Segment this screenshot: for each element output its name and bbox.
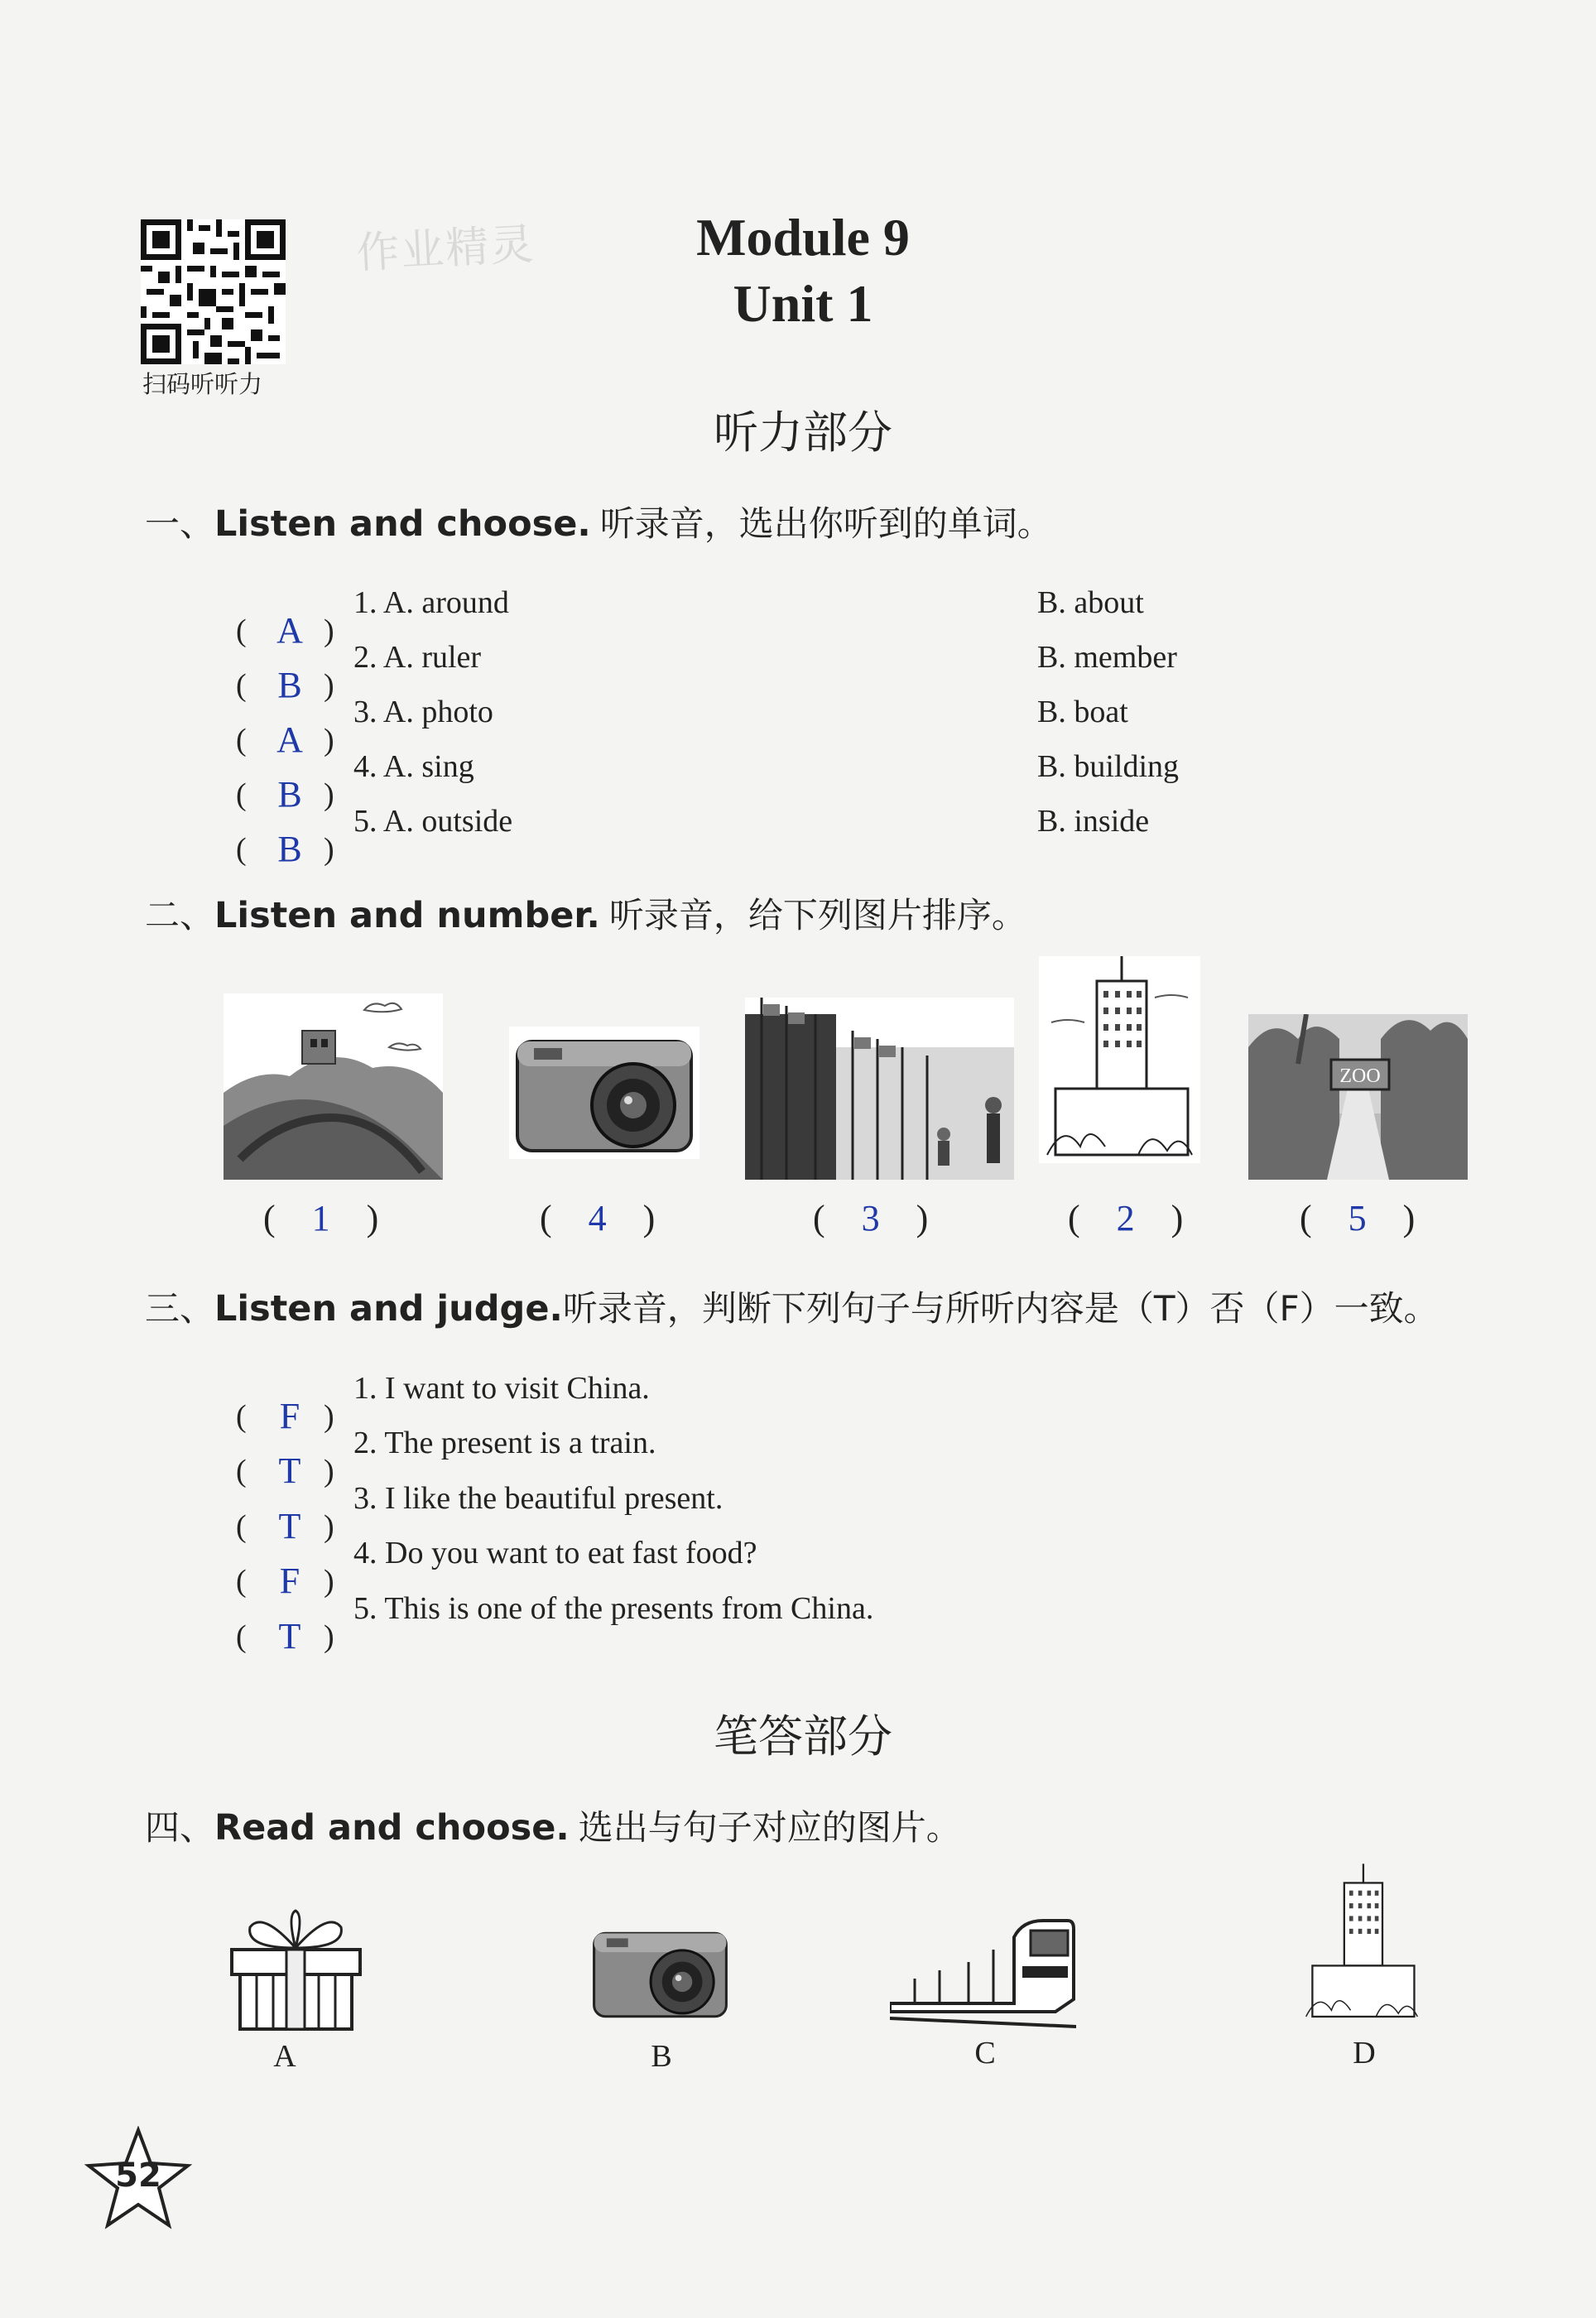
answer-text: T	[278, 1506, 301, 1546]
section4-heading	[145, 1801, 961, 1850]
tall-building-picture	[1039, 956, 1200, 1163]
building-with-flags-picture	[745, 998, 1014, 1180]
section3-chinese: 听录音，判断下列句子与所听内容是（T）否（F）一致。	[562, 1288, 1439, 1329]
camera-picture	[588, 1921, 733, 2024]
option-b: B. inside	[1037, 804, 1150, 839]
choice-row: ( A ) 1. A. around B. about	[236, 585, 1144, 651]
choice-row: ( B ) 4. A. sing B. building	[236, 749, 1180, 815]
option-a: 2. A. ruler	[353, 640, 482, 675]
judge-row: ( T ) 3. I like the beautiful present.	[236, 1481, 723, 1546]
qr-caption: 扫码听听力	[142, 370, 263, 398]
page-title-unit: Unit 1	[733, 274, 873, 333]
option-b: B. about	[1037, 585, 1144, 620]
qr-code-icon[interactable]	[141, 219, 286, 364]
answer-text: 3	[861, 1198, 880, 1238]
section1-chinese: 听录音，选出你听到的单词。	[599, 503, 1052, 544]
option-letter: D	[1353, 2036, 1376, 2070]
option-b: B. member	[1037, 640, 1177, 675]
judge-row: ( T ) 2. The present is a train.	[236, 1426, 656, 1491]
statement: 3. I like the beautiful present.	[353, 1481, 723, 1516]
section2-heading	[145, 888, 1026, 938]
listening-part-heading: 听力部分	[714, 406, 892, 459]
choice-row: ( B ) 2. A. ruler B. member	[236, 640, 1177, 705]
answer-text: B	[277, 665, 302, 705]
number-blank[interactable]: ( 3 )	[813, 1198, 929, 1238]
number-blank[interactable]: ( 4 )	[540, 1198, 656, 1238]
number-blank[interactable]: ( 1 )	[263, 1198, 379, 1238]
section3-english: Listen and judge.	[214, 1288, 563, 1330]
statement: 4. Do you want to eat fast food?	[353, 1536, 757, 1570]
answer-text: 2	[1116, 1198, 1135, 1238]
section2-number: 二、	[145, 895, 215, 935]
page-number: 52	[115, 2157, 161, 2195]
section2-chinese: 听录音，给下列图片排序。	[608, 895, 1026, 935]
answer-text: T	[278, 1616, 301, 1657]
option-letter: C	[974, 2036, 996, 2070]
option-b: B. boat	[1037, 695, 1128, 729]
train-picture	[890, 1904, 1076, 2028]
answer-text: T	[278, 1450, 301, 1491]
answer-text: F	[279, 1561, 300, 1601]
answer-text: B	[277, 774, 302, 815]
section1-english: Listen and choose.	[214, 503, 591, 545]
writing-part-heading: 笔答部分	[714, 1710, 892, 1763]
number-blank[interactable]: ( 2 )	[1068, 1198, 1184, 1238]
option-b: B. building	[1037, 749, 1180, 784]
section4-english: Read and choose.	[214, 1807, 570, 1849]
answer-text: 4	[588, 1198, 607, 1238]
option-letter: A	[273, 2039, 296, 2074]
judge-row: ( F ) 1. I want to visit China.	[236, 1371, 650, 1436]
answer-text: B	[277, 829, 302, 869]
camera-picture	[509, 1027, 699, 1159]
section4-chinese: 选出与句子对应的图片。	[578, 1807, 961, 1848]
section2-english: Listen and number.	[214, 895, 600, 936]
section1-number: 一、	[145, 503, 215, 544]
number-blank[interactable]: ( 5 )	[1300, 1198, 1416, 1238]
answer-text: 1	[311, 1198, 330, 1238]
option-a: 5. A. outside	[353, 804, 513, 839]
answer-text: F	[279, 1396, 300, 1436]
option-a: 4. A. sing	[353, 749, 474, 784]
judge-row: ( F ) 4. Do you want to eat fast food?	[236, 1536, 757, 1601]
answer-text: 5	[1348, 1198, 1367, 1238]
zoo-picture	[1248, 1014, 1468, 1180]
answer-text: A	[276, 719, 303, 760]
watermark: 作业精灵	[354, 219, 536, 279]
answer-text: A	[276, 610, 303, 651]
page-title-module: Module 9	[696, 208, 910, 267]
choice-row: ( B ) 5. A. outside B. inside	[236, 804, 1150, 869]
tall-building-picture	[1300, 1863, 1424, 2024]
section1-heading	[145, 497, 1052, 546]
statement: 1. I want to visit China.	[353, 1371, 650, 1406]
section4-number: 四、	[145, 1807, 215, 1848]
great-wall-picture	[224, 993, 443, 1180]
gift-box-picture	[224, 1908, 368, 2032]
statement: 2. The present is a train.	[353, 1426, 656, 1460]
zoo-sign: ZOO	[1339, 1065, 1381, 1087]
judge-row: ( T ) 5. This is one of the presents from China.	[236, 1591, 874, 1657]
option-a: 1. A. around	[353, 585, 509, 620]
option-letter: B	[651, 2039, 672, 2074]
choice-row: ( A ) 3. A. photo B. boat	[236, 695, 1128, 760]
statement: 5. This is one of the presents from China.	[353, 1591, 874, 1626]
option-a: 3. A. photo	[353, 695, 493, 729]
section3-number: 三、	[145, 1288, 215, 1329]
section3-heading	[145, 1282, 1439, 1331]
